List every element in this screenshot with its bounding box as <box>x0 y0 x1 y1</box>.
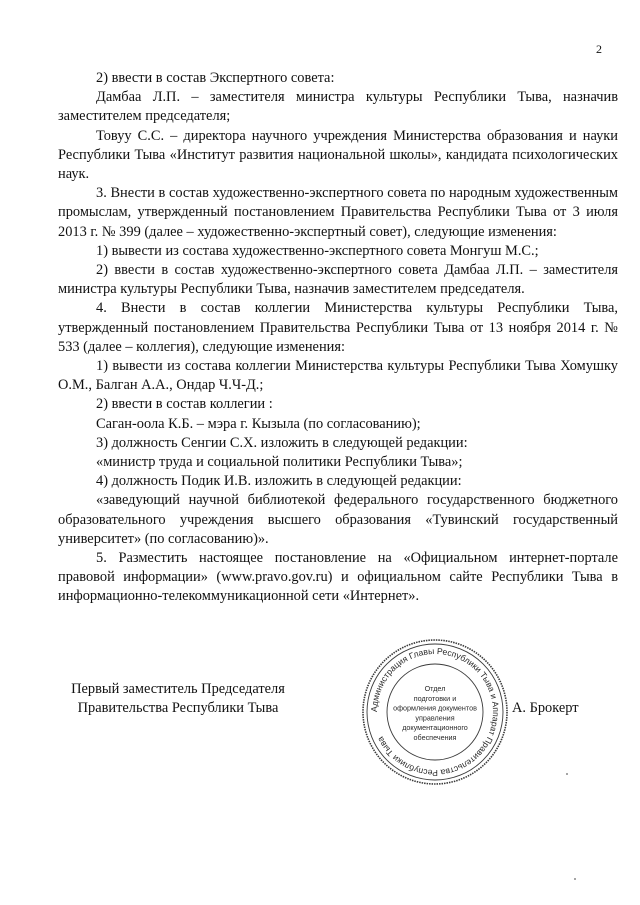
seal-inner-line: управления <box>415 713 455 723</box>
body-paragraph: 2) ввести в состав художественно-экспертного совета Дамбаа Л.П. – заместителя министра культуры Республики Тыва, назначив заместителем председателя. <box>58 262 618 298</box>
page-number: 2 <box>596 42 602 56</box>
body-paragraph: 1) вывести из состава коллегии Министерства культуры Республики Тыва Хомушку О.М., Балган А.А., Ондар Ч.Ч-Д.; <box>58 358 618 394</box>
body-paragraph: 3) должность Сенгии С.Х. изложить в следующей редакции: <box>96 434 468 451</box>
scan-speck <box>566 773 568 775</box>
scan-speck <box>574 878 576 880</box>
body-paragraph: «заведующий научной библиотекой федерального государственного бюджетного образовательного учреждения высшего образования «Тувинский государственный университет» (по согласованию)». <box>58 492 618 547</box>
seal-inner-line: подготовки и <box>413 693 457 703</box>
body-paragraph: Дамбаа Л.П. – заместителя министра культуры Республики Тыва, назначив заместителем председателя; <box>58 89 618 125</box>
signature-name: А. Брокерт <box>512 700 579 716</box>
signature-title-line2: Правительства Республики Тыва <box>77 700 279 717</box>
body-paragraph: 5. Разместить настоящее постановление на «Официальном интернет-портале правовой информации» (www.pravo.gov.ru) и официальном сайте Республики Тыва в информационно-телекоммуникационной сети «Интернет». <box>58 550 618 605</box>
body-paragraph: Товуу С.С. – директора научного учреждения Министерства образования и науки Республики Тыва «Институт развития национальной школы», кандидата психологических наук. <box>58 127 618 183</box>
document-body <box>58 69 618 607</box>
signature-title-line1: Первый заместитель Председателя <box>71 681 285 697</box>
body-paragraph: 1) вывести из состава художественно-экспертного совета Монгуш М.С.; <box>96 242 539 259</box>
seal-ring-text: Администрация Главы Республики Тыва и Аппарат Правительства Республики Тыва <box>368 645 502 779</box>
seal-inner-text <box>393 684 477 742</box>
seal-inner-line: обеспечения <box>413 733 457 742</box>
body-paragraph: Саган-оола К.Б. – мэра г. Кызыла (по согласованию); <box>96 415 421 432</box>
body-paragraph: 4) должность Подик И.В. изложить в следующей редакции: <box>96 473 462 490</box>
official-seal <box>360 637 510 787</box>
body-paragraph: 3. Внести в состав художественно-экспертного совета по народным художественным промыслам, утвержденный постановлением Правительства Республики Тыва от 3 июля 2013 г. № 399 (далее – художественно-экспертный совет), следующие изменения: <box>58 185 618 240</box>
body-paragraph: 2) ввести в состав Экспертного совета: <box>96 70 335 86</box>
signature-title <box>58 680 298 718</box>
body-paragraph: 4. Внести в состав коллегии Министерства культуры Республики Тыва, утвержденный постановлением Правительства Республики Тыва от 13 ноября 2014 г. № 533 (далее – коллегия), следующие изменения: <box>58 300 618 355</box>
seal-inner-line: оформления документов <box>393 703 477 713</box>
body-paragraph: 2) ввести в состав коллегии : <box>96 396 273 413</box>
body-paragraph: «министр труда и социальной политики Республики Тыва»; <box>96 454 463 471</box>
seal-inner-line: Отдел <box>424 684 446 693</box>
seal-inner-line: документационного <box>402 723 468 733</box>
